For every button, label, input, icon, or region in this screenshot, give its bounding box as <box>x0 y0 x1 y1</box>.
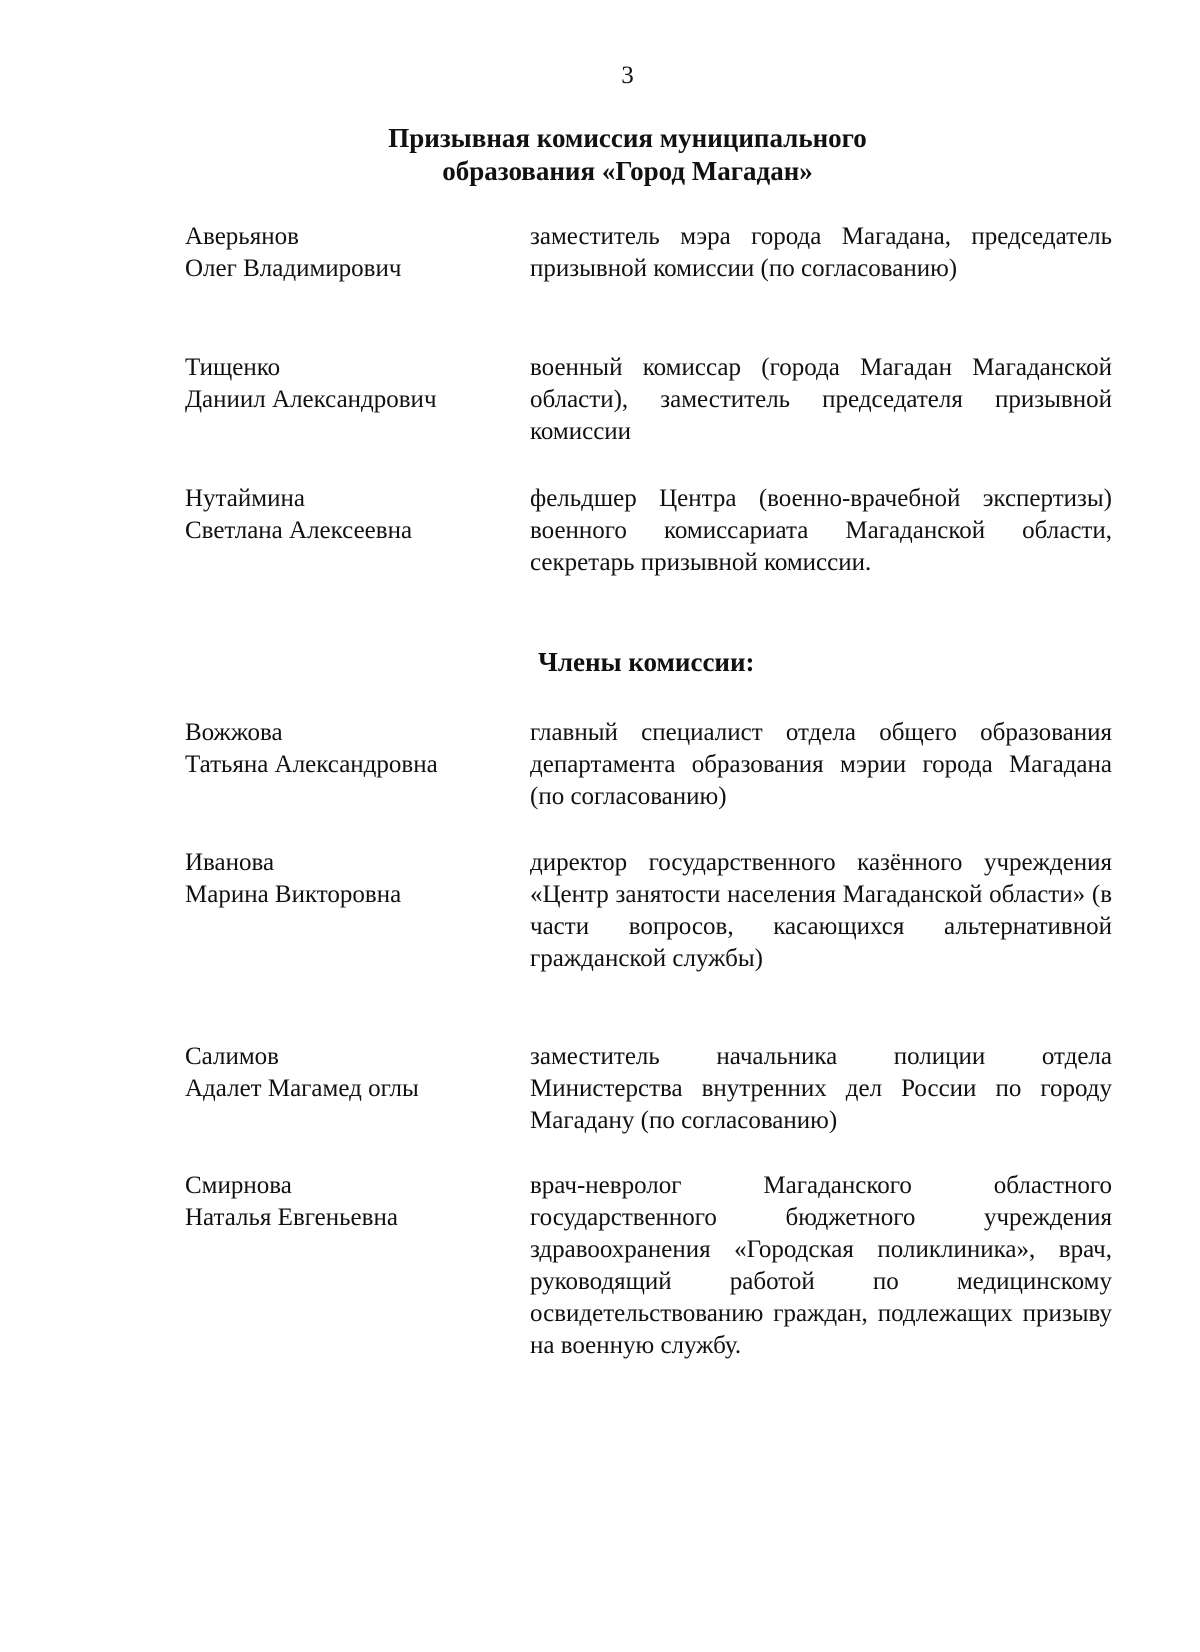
document-title <box>0 122 1200 188</box>
given-names: Адалет Магамед оглы <box>185 1075 419 1102</box>
given-names: Светлана Алексеевна <box>185 517 413 544</box>
role-description: главный специалист отдела общего образования департамента образования мэрии города Магадана (по согласованию) <box>530 719 1112 810</box>
person-name <box>185 717 505 781</box>
surname: Смирнова <box>185 1172 292 1199</box>
role-description: директор государственного казённого учреждения «Центр занятости населения Магаданской области» (в части вопросов, касающихся альтернативной гражданской службы) <box>530 849 1112 972</box>
person-name <box>185 1041 505 1105</box>
given-names: Марина Викторовна <box>185 881 402 908</box>
role-description: заместитель мэра города Магадана, председатель призывной комиссии (по согласованию) <box>530 223 1112 282</box>
person-name <box>185 847 505 911</box>
role-description: врач-невролог Магаданского областного государственного бюджетного учреждения здравоохранения «Городская поликлиника», врач, руководящий работой по медицинскому освидетельствованию граждан, подлежащих призыву на военную службу. <box>530 1172 1112 1359</box>
surname: Салимов <box>185 1043 279 1070</box>
role-description: военный комиссар (города Магадан Магаданской области), заместитель председателя призывной комиссии <box>530 354 1112 445</box>
surname: Тищенко <box>185 354 281 381</box>
person-name <box>185 1170 505 1234</box>
person-name <box>185 221 505 285</box>
role-description: фельдшер Центра (военно-врачебной экспертизы) военного комиссариата Магаданской области, секретарь призывной комиссии. <box>530 485 1112 576</box>
given-names: Олег Владимирович <box>185 255 402 282</box>
surname: Вожжова <box>185 719 283 746</box>
person-name <box>185 352 505 416</box>
page-number: 3 <box>621 62 634 89</box>
person-name <box>185 483 505 547</box>
members-heading: Члены комиссии: <box>538 647 755 677</box>
role-description: заместитель начальника полиции отдела Министерства внутренних дел России по городу Магадану (по согласованию) <box>530 1043 1112 1134</box>
given-names: Наталья Евгеньевна <box>185 1204 398 1231</box>
surname: Нутаймина <box>185 485 305 512</box>
surname: Иванова <box>185 849 275 876</box>
surname: Аверьянов <box>185 223 299 250</box>
given-names: Татьяна Александровна <box>185 751 438 778</box>
given-names: Даниил Александрович <box>185 386 437 413</box>
title-line-1: Призывная комиссия муниципального <box>388 123 867 153</box>
title-line-2: образования «Город Магадан» <box>442 156 813 186</box>
